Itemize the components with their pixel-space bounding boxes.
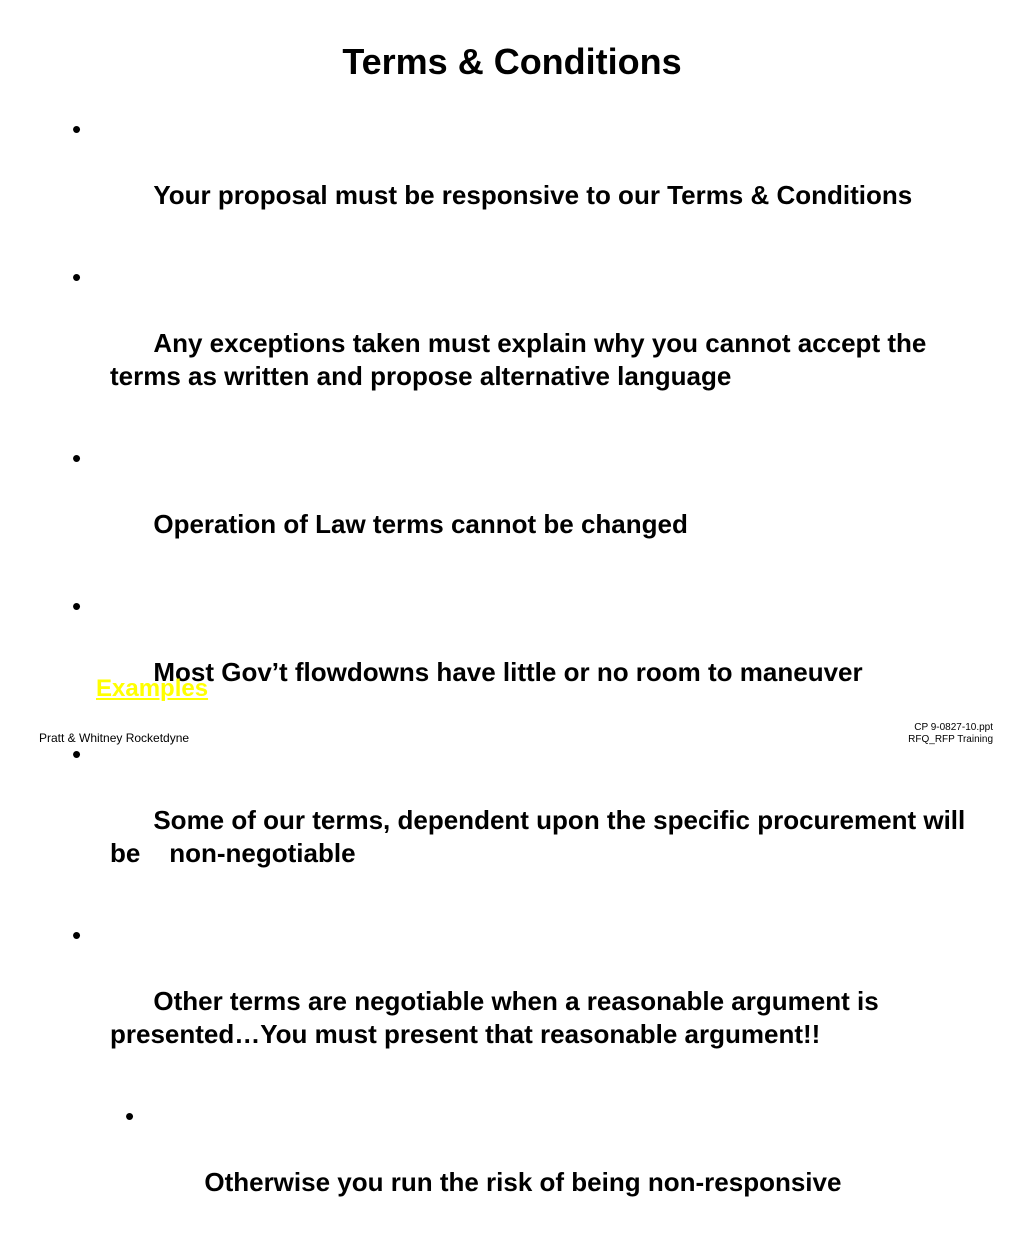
bullet-item <box>72 113 992 245</box>
footer-training-ref: RFQ_RFP Training <box>908 734 993 745</box>
bullet-text: Your proposal must be responsive to our Terms & Conditions <box>153 180 913 210</box>
bullet-glyph: • <box>72 262 82 292</box>
examples-link[interactable]: Examples <box>96 675 209 702</box>
bullet-item <box>72 919 992 1084</box>
bullet-text: Some of our terms, dependent upon the specific procurement will be non-negotiable <box>110 805 973 868</box>
bullet-text: Other terms are negotiable when a reasonable argument is presented…You must present that reasonable argument!! <box>110 986 886 1049</box>
bullet-text: Any exceptions taken must explain why you cannot accept the terms as written and propose alternative language <box>110 328 934 391</box>
bullet-item <box>72 261 992 426</box>
footer-reference <box>908 722 993 746</box>
footer-file-ref: CP 9-0827-10.ppt <box>914 722 993 733</box>
bullet-glyph: • <box>72 114 82 144</box>
sub-bullet-text: Otherwise you run the risk of being non-responsive <box>204 1167 842 1197</box>
bullet-item <box>72 590 992 722</box>
bullet-item <box>72 442 992 574</box>
bullet-text: Operation of Law terms cannot be changed <box>153 509 688 539</box>
bullet-list <box>72 113 992 1248</box>
bullet-glyph: • <box>72 920 82 950</box>
bullet-glyph: • <box>72 443 82 473</box>
bullet-glyph: • <box>125 1101 135 1131</box>
bullet-glyph: • <box>72 739 82 769</box>
slide-title: Terms & Conditions <box>342 41 682 82</box>
bullet-item <box>72 738 992 903</box>
bullet-glyph: • <box>72 591 82 621</box>
footer-company: Pratt & Whitney Rocketdyne <box>39 731 190 745</box>
sub-bullet-item <box>125 1100 992 1232</box>
bullet-text: Most Gov’t flowdowns have little or no room to maneuver <box>153 657 863 687</box>
